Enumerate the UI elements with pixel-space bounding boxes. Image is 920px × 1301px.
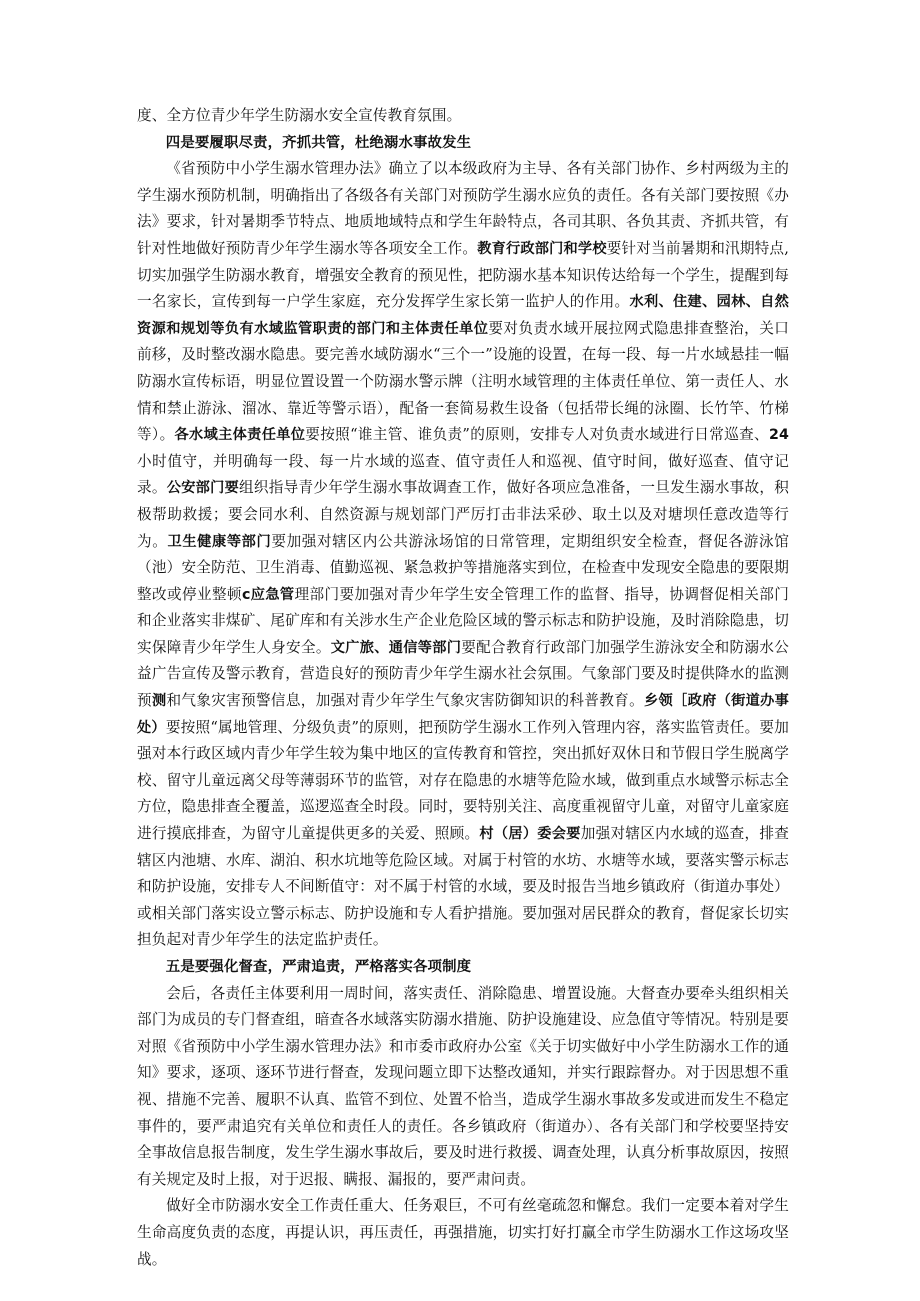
paragraph-responsibilities xyxy=(137,156,789,954)
section-heading-5: 五是要强化督查，严肃追责，严格落实各项制度 xyxy=(165,959,472,975)
bold-run-township: 乡领［政府（街道办事处） xyxy=(137,693,790,736)
section-heading-4: 四是要履职尽责，齐抓共管，杜绝溺水事故发生 xyxy=(165,134,472,151)
text-run: 要按照“属地管理、分级负责”的原则，把预防学生溺水工作列入管理内容，落实监管责任。要加强对本行政区域内青少年学生较为集中地区的宣传教育和管控，突出抓好双休日和节假日学生脱离学校、留守儿童远离父母等薄弱环节的监管，对存在隐患的水塘等危险水域，做到重点水域警示标志全方位，隐患排查全覆盖，巡逻巡查全时段。同时，要特别关注、高度重视留守儿童，对留守儿童家庭进行摸底排查，为留守儿童提供更多的关爱、照顾。 xyxy=(137,718,789,843)
text-run: 加强对辖区内水域的巡查，排查辖区内池塘、水库、湖泊、积水坑地等危险区域。对属于村管的水坊、水塘等水域，要落实警示标志和防护设施，安排专人不间断值守：对不属于村管的水域，要及时报告当地乡镇政府（街道办事处）或相关部门落实设立警示标志、防护设施和专人看护措施。要加强对居民群众的教育，督促家长切实担负起对青少年学生的法定监护责任。 xyxy=(137,825,789,949)
paragraph-supervision: 会后，各责任主体要利用一周时间，落实责任、消除隐患、增置设施。大督查办要牵头组织相关部门为成员的专门督查组，暗查各水域落实防溺水措施、防护设施建设、应急值守等情况。特别是要对照《省预防中小学生溺水管理办法》和市委市政府办公室《关于切实做好中小学生防溺水工作的通知》要求，逐项、逐环节进行督查，发现问题立即下达整改通知，并实行跟踪督办。对于因思想不重视、措施不完善、履职不认真、监管不到位、处置不恰当，造成学生溺水事故多发或进而发生不稳定事件的，要严肃追究有关单位和责任人的责任。各乡镇政府（街道办）、各有关部门和学校要坚持安全事故信息报告制度，发生学生溺水事故后，要及时进行救援、调查处理，认真分析事故原因，按照有关规定及时上报，对于迟报、瞒报、漏报的，要严肃问责。 xyxy=(137,984,789,1188)
text-run: 和气象灾害预警信息，加强对青少年学生气象灾害防御知识的科普教育。 xyxy=(166,692,645,710)
text-run: 要按照“谁主管、谁负责”的原则，安排专人对负责水域进行日常巡查、 xyxy=(305,426,769,444)
text-run: 要对负责水域开展拉网式隐患排查整治，关口前移，及时整改溺水隐患。要完善水域防溺水“三个一”设施的设置，在每一段、每一片水域悬挂一幅防溺水宣传标语，明显位置设置一个防溺水警示牌（注明水域管理的主体责任单位、第一责任人、水情和禁止游泳、溜冰、靠近等警示语），配备一套简易救生设备（包括带长绳的泳圈、长竹竿、竹梯等）。 xyxy=(137,319,789,444)
bold-run-village: 村（居）委会要 xyxy=(479,826,581,843)
bold-run-education-dept: 教育行政部门和学校 xyxy=(477,240,607,257)
bold-run-health: 卫生健康等部门 xyxy=(167,533,272,550)
text-run: 理部门要加强对青少年学生安全管理工作的监督、指导，协调督促相关部门和企业落实非煤矿、尾矿库和有关涉水生产企业危险区域的警示标志和防护设施，及时消除隐患，切实保障青少年学生人身安全。 xyxy=(137,585,790,656)
text-run: 要针对当前暑期和汛期特点,切实加强学生防溺水教育，增强安全教育的预见性，把防溺水基本知识传达给每一个学生，提醒到每一名家长，宣传到每一户学生家庭，充分发挥学生家长第一监护人的作用。 xyxy=(137,239,790,311)
bold-run-water-units: 各水域主体责任单位 xyxy=(174,427,306,444)
bold-run-24: 24 xyxy=(768,427,789,444)
text-run: 要加强对辖区内公共游泳场馆的日常管理，定期组织安全检查，督促各游泳馆（池）安全防范、卫生消毒、值勤巡视、紧急救护等措施落实到位，在检查中发现安全隐患的要限期整改或停业整顿 xyxy=(137,532,789,603)
text-run: 小时值守，并明确每一段、每一片水域的巡查、值守责任人和巡视、值守时间，做好巡查、值守记录。 xyxy=(137,452,789,497)
bold-run-measure: 测 xyxy=(151,693,167,710)
text-run: 要配合教育行政部门加强学生游泳安全和防溺水公益广告宣传及警示教育，营造良好的预防青少年学生溺水社会氛围。气象部门要及时提供降水的监测预 xyxy=(137,638,789,710)
text-run: 《省预防中小学生溺水管理办法》确立了以本级政府为主导、各有关部门协作、乡村两级为主的学生溺水预防机制，明确指出了各级各有关部门对预防学生溺水应负的责任。各有关部门要按照《办法》要求，针对暑期季节特点、地质地域特点和学生年龄特点，各司其职、各负其责、齐抓共管，有针对性地做好预防青少年学生溺水等各项安全工作。 xyxy=(137,160,789,257)
text-run: 组织指导青少年学生溺水事故调查工作，做好各项应急准备，一旦发生溺水事故，积极帮助救援；要会同水利、自然资源与规划部门严厉打击非法采砂、取土以及对塘坝任意改造等行为。 xyxy=(137,479,789,550)
bold-run-water-depts: 水利、住建、园林、自然资源和规划等负有水域监管职责的部门和主体责任单位 xyxy=(137,294,789,337)
bold-run-police: 公安部门要 xyxy=(166,480,240,497)
bold-run-emergency: c应急管 xyxy=(241,586,295,603)
paragraph-conclusion: 做好全市防溺水安全工作责任重大、任务艰巨，不可有丝毫疏忽和懈怠。我们一定要本着对学生生命高度负责的态度，再提认识，再压责任，再强措施，切实打好打赢全市学生防溺水工作这场攻坚战。 xyxy=(137,1197,789,1268)
document-page xyxy=(137,103,789,1273)
bold-run-culture-tourism: 文广旅、通信等部门 xyxy=(330,639,462,656)
paragraph-continuation: 度、全方位青少年学生防溺水安全宣传教育氛围。 xyxy=(137,107,462,124)
